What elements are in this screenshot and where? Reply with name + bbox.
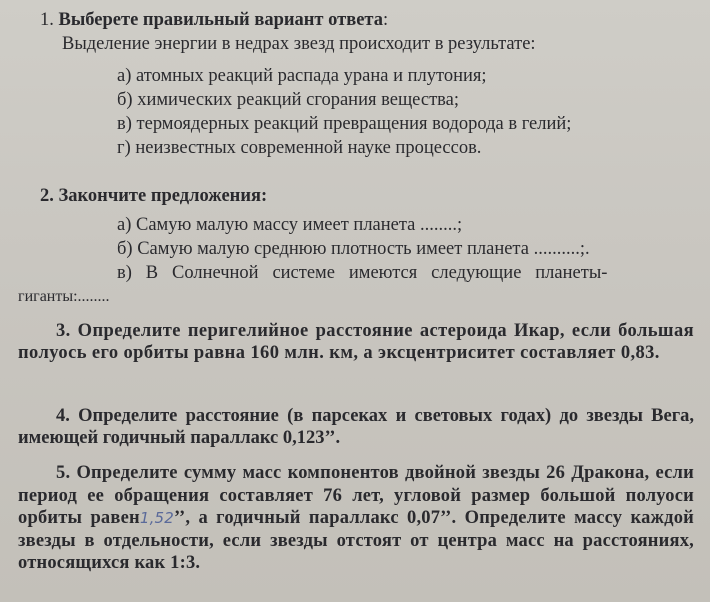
q2-item-c-continuation: гиганты:........ (18, 288, 110, 305)
q5-handwritten-value: 1,52 (139, 509, 175, 527)
q1-title-colon: : (383, 10, 389, 30)
q5-text-before: 5. Определите сумму масс компонентов двойной звезды 26 Дракона, если период ее обращения составляет 76 лет, угловой размер большой полуоси орбиты равен (18, 463, 694, 528)
q5-text-after: ’’, а годичный параллакс 0,07’’. Определите массу каждой звезды в отдельности, если звезды отстоят от центра масс на расстояниях, относящихся как 1:3. (18, 508, 695, 573)
q1-option-b: б) химических реакций сгорания вещества; (117, 90, 459, 110)
q2-item-c: в) В Солнечной системе имеются следующие планеты- (117, 263, 608, 283)
q2-item-b: б) Самую малую среднюю плотность имеет планета ..........;. (117, 239, 590, 259)
q1-option-a: а) атомных реакций распада урана и плутония; (117, 66, 487, 86)
q1-question: Выделение энергии в недрах звезд происходит в результате: (62, 34, 536, 54)
q5-text (18, 462, 694, 575)
q1-option-c: в) термоядерных реакций превращения водорода в гелий; (117, 114, 572, 134)
q1-title: Выберете правильный вариант ответа (58, 10, 383, 30)
q1-number: 1. (40, 10, 54, 30)
q2-title: 2. Закончите предложения: (40, 186, 268, 206)
q3-text: 3. Определите перигелийное расстояние астероида Икар, если большая полуось его орбиты равна 160 млн. км, а эксцентриситет составляет 0,83. (18, 321, 694, 363)
q4-text: 4. Определите расстояние (в парсеках и световых годах) до звезды Вега, имеющей годичный параллакс 0,123’’. (18, 406, 694, 448)
q1-heading (40, 9, 388, 31)
q1-option-d: г) неизвестных современной науке процессов. (117, 138, 482, 158)
q2-item-a: а) Самую малую массу имеет планета ........; (117, 215, 463, 235)
